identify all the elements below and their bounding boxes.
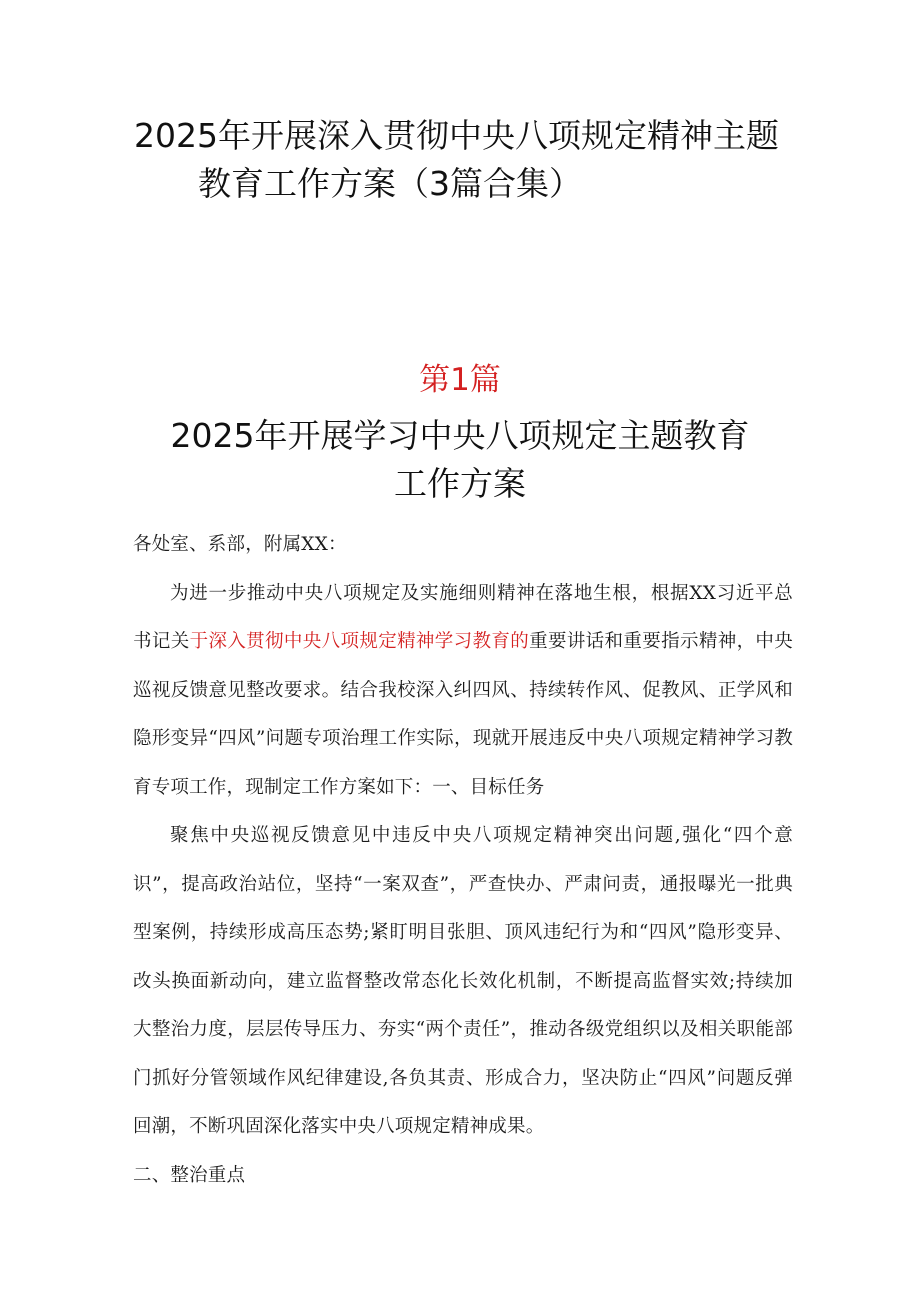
part-label: 第1篇 — [419, 362, 501, 398]
paragraph-2: 聚焦中央巡视反馈意见中违反中央八项规定精神突出问题,强化“四个意识”，提高政治站位，坚持“一案双查”，严查快办、严肃问责，通报曝光一批典型案例，持续形成高压态势;紧盯明目张胆、顶风违纪行为和“四风”隐形变异、改头换面新动向，建立监督整改常态化长效化机制，不断提高监督实效;持续加大整治力度，层层传导压力、夯实“两个责任”，推动各级党组织以及相关职能部门抓好分管领域作风纪律建设,各负其责、形成合力，坚决防止“四风”问题反弹回潮，不断巩固深化落实中央八项规定精神成果。 — [133, 825, 793, 1137]
document-title — [120, 112, 820, 208]
document-body — [133, 521, 793, 1200]
paragraph-1-end: 重要讲话和重要指示精神，中央巡视反馈意见整改要求。结合我校深入纠四风、持续转作风、促教风、正学风和隐形变异“四风”问题专项治理工作实际，现就开展违反中央八项规定精神学习教育专项工作，现制定工作方案如下：一、目标任务 — [133, 631, 793, 798]
salutation: 各处室、系部，附属XX： — [133, 534, 347, 555]
title-line-1: 2025年开展深入贯彻中央八项规定精神主题 — [134, 116, 779, 155]
section-title — [0, 412, 920, 508]
section-title-line-2: 工作方案 — [394, 464, 526, 503]
paragraph-1-start: 为进一步推动中央八项规定及实施细则精神在落地生根，根据XX习近平总书记关 — [133, 582, 793, 652]
paragraph-1 — [133, 570, 793, 813]
section-title-line-1: 2025年开展学习中央八项规定主题教育 — [170, 416, 750, 455]
title-line-2: 教育工作方案（3篇合集） — [198, 164, 582, 203]
paragraph-1-highlight: 于深入贯彻中央八项规定精神学习教育的 — [189, 631, 530, 652]
heading-2: 二、整治重点 — [133, 1164, 246, 1186]
